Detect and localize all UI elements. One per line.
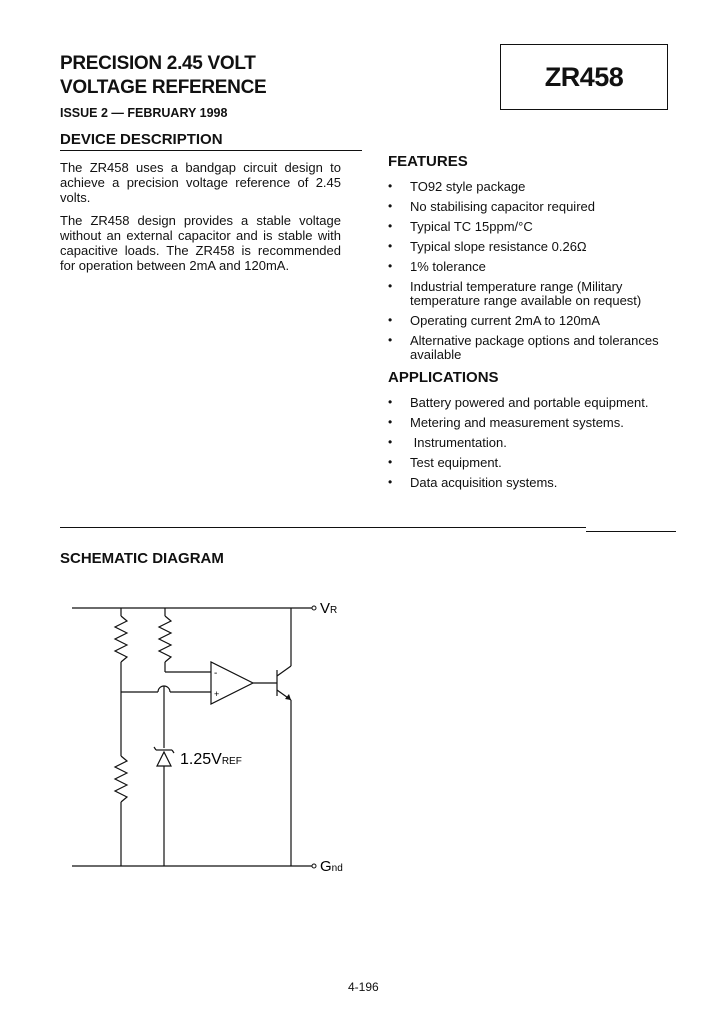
bullet-icon: • [388, 455, 393, 469]
bullet-icon: • [388, 279, 393, 293]
bullet-icon: • [388, 435, 393, 449]
gnd-label: Gnd [320, 858, 343, 875]
list-item: • TO92 style package [388, 179, 526, 194]
list-item: • Data acquisition systems. [388, 475, 558, 490]
title-line-1: PRECISION 2.45 VOLT [60, 53, 256, 74]
description-paragraph-2: The ZR458 design provides a stable voltage without an external capacitor and is stable with capacitive loads. The ZR458 is recommended for operation between 2mA and 120mA. [60, 213, 341, 273]
list-item: • Metering and measurement systems. [388, 415, 624, 430]
list-item: • Test equipment. [388, 455, 502, 470]
features-heading: FEATURES [388, 153, 468, 170]
bullet-icon: • [388, 313, 393, 327]
bullet-icon: • [388, 199, 393, 213]
list-item: • No stabilising capacitor required [388, 199, 595, 214]
list-item: • Instrumentation. [388, 435, 507, 450]
issue-date: ISSUE 2 — FEBRUARY 1998 [60, 106, 228, 120]
vr-terminal-icon [312, 606, 316, 610]
gnd-terminal-icon [312, 864, 316, 868]
list-item: • Typical slope resistance 0.26Ω [388, 239, 587, 254]
bullet-icon: • [388, 259, 393, 273]
list-item: • 1% tolerance [388, 259, 486, 274]
title-line-2: VOLTAGE REFERENCE [60, 77, 267, 98]
list-item: • Alternative package options and tolerances available [388, 333, 659, 362]
bullet-icon: • [388, 219, 393, 233]
list-item: • Battery powered and portable equipment. [388, 395, 649, 410]
list-item: • Typical TC 15ppm/°C [388, 219, 533, 234]
page-number: 4-196 [348, 980, 379, 994]
description-paragraph-1: The ZR458 uses a bandgap circuit design to achieve a precision voltage reference of 2.45 volts. [60, 160, 341, 205]
bullet-icon: • [388, 239, 393, 253]
opamp-plus-label: + [214, 689, 220, 699]
bullet-icon: • [388, 333, 393, 347]
vr-label: VR [320, 600, 338, 617]
bullet-icon: • [388, 475, 393, 489]
list-item: • Industrial temperature range (Military temperature range available on request) [388, 279, 642, 308]
schematic-heading: SCHEMATIC DIAGRAM [60, 550, 224, 567]
bullet-icon: • [388, 179, 393, 193]
opamp-minus-label: - [214, 668, 218, 679]
zener-diode-icon [154, 747, 174, 766]
device-description-heading: DEVICE DESCRIPTION [60, 131, 223, 148]
applications-heading: APPLICATIONS [388, 369, 499, 386]
vref-label: 1.25VREF [180, 751, 242, 768]
bullet-icon: • [388, 415, 393, 429]
bullet-icon: • [388, 395, 393, 409]
list-item: • Operating current 2mA to 120mA [388, 313, 601, 328]
part-number: ZR458 [544, 61, 624, 92]
